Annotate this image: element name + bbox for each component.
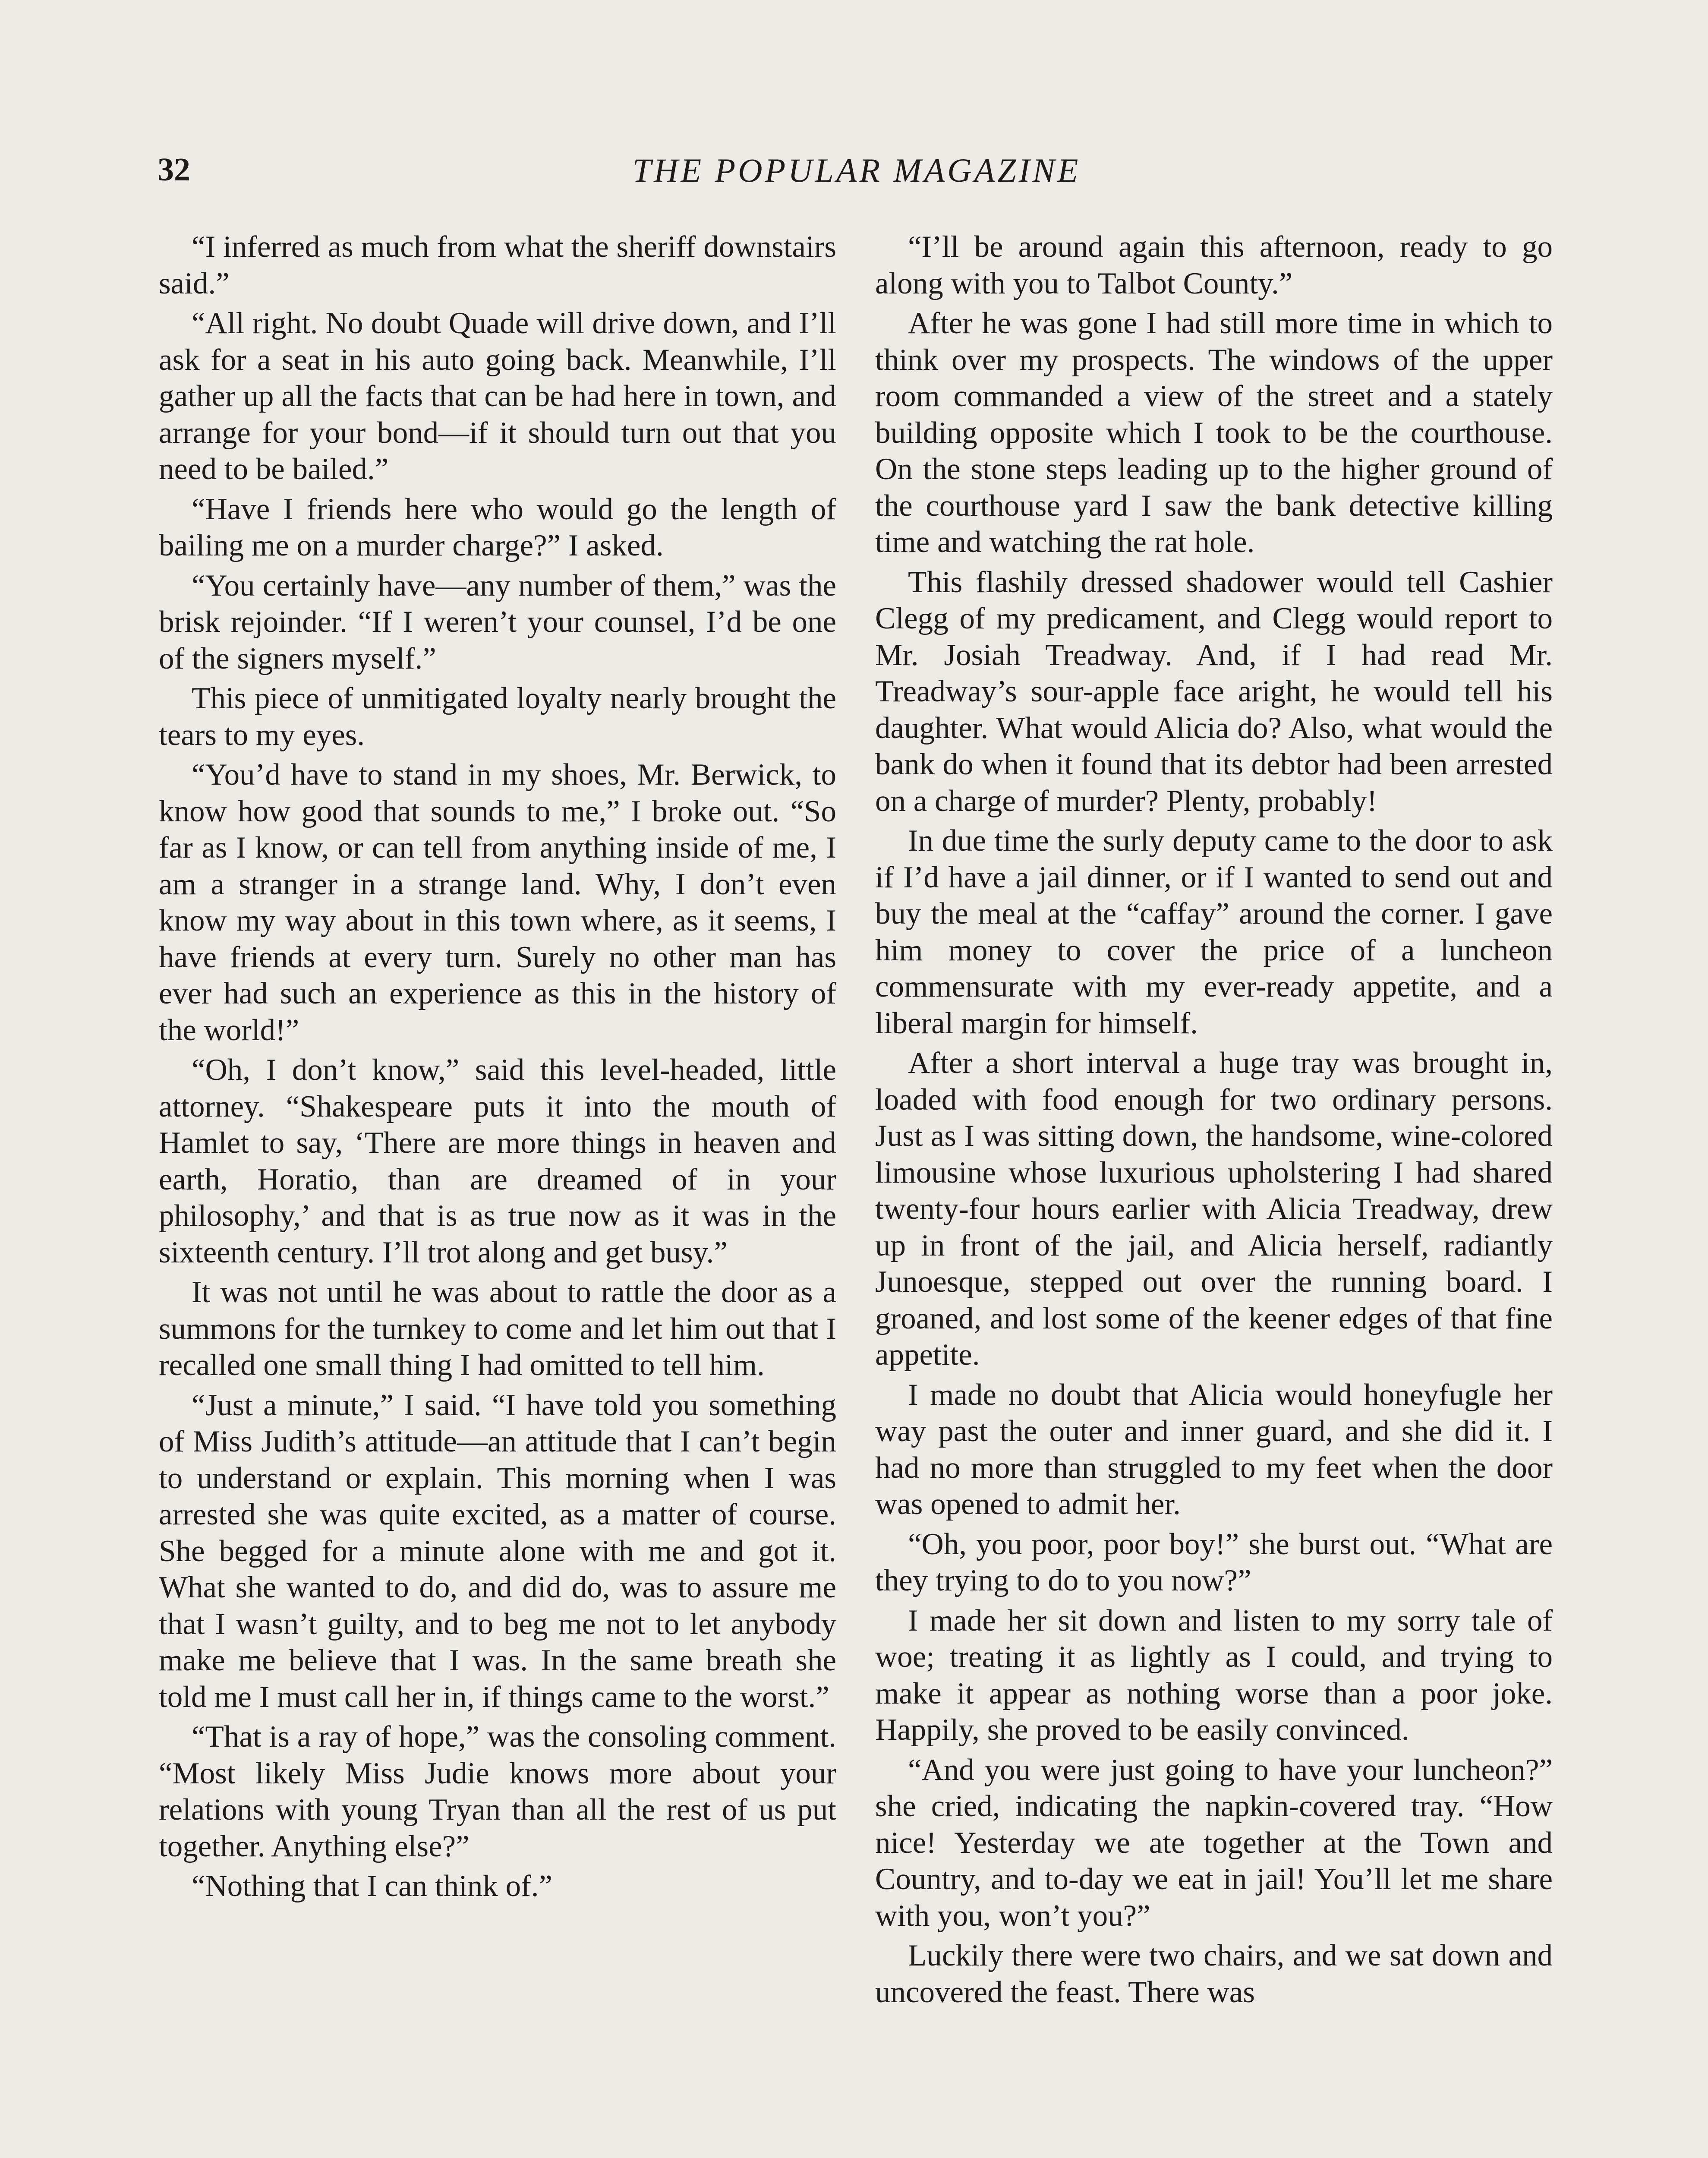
magazine-title: THE POPULAR MAGAZINE <box>632 151 1081 189</box>
paragraph: I made her sit down and listen to my sorry tale of woe; treating it as lightly as I could, and trying to make it appear as nothing worse than a poor joke. Happily, she proved to be easily convinced. <box>875 1603 1553 1747</box>
paragraph: It was not until he was about to rattle the door as a summons for the turnkey to come and let him out that I recalled one small thing I had omitted to tell him. <box>159 1275 836 1382</box>
left-column <box>159 229 836 1908</box>
paragraph: “I’ll be around again this afternoon, ready to go along with you to Talbot County.” <box>875 230 1553 300</box>
paragraph: This piece of unmitigated loyalty nearly brought the tears to my eyes. <box>159 681 836 752</box>
paragraph: “You certainly have—any number of them,” was the brisk rejoinder. “If I weren’t your counsel, I’d be one of the signers myself.” <box>159 568 836 675</box>
paragraph: “You’d have to stand in my shoes, Mr. Berwick, to know how good that sounds to me,” I broke out. “So far as I know, or can tell from anything inside of me, I am a stranger in a strange land. Why, I don’t even know my way about in this town where, as it seems, I have friends at every turn. Surely no other man has ever had such an experience as this in the history of the world!” <box>159 758 836 1047</box>
paragraph: “Oh, I don’t know,” said this level-headed, little attorney. “Shakespeare puts it into the mouth of Hamlet to say, ‘There are more things in heaven and earth, Horatio, than are dreamed of in your philosophy,’ and that is as true now as it was in the sixteenth century. I’ll trot along and get busy.” <box>159 1053 836 1269</box>
paragraph: “All right. No doubt Quade will drive down, and I’ll ask for a seat in his auto going back. Meanwhile, I’ll gather up all the facts that can be had here in town, and arrange for your bond—if it should turn out that you need to be bailed.” <box>159 306 836 486</box>
paragraph: Luckily there were two chairs, and we sat down and uncovered the feast. There was <box>875 1939 1553 2009</box>
page-header <box>158 151 1556 203</box>
page-number: 32 <box>158 151 190 188</box>
paragraph: “Just a minute,” I said. “I have told you something of Miss Judith’s attitude—an attitude that I can’t begin to understand or explain. This morning when I was arrested she was quite excited, as a matter of course. She begged for a minute alone with me and got it. What she wanted to do, and did do, was to assure me that I wasn’t guilty, and to beg me not to let anybody make me believe that I was. In the same breath she told me I must call her in, if things came to the worst.” <box>159 1388 836 1714</box>
paragraph: “Have I friends here who would go the length of bailing me on a murder charge?” I asked. <box>159 492 836 562</box>
paragraph: This flashily dressed shadower would tell Cashier Clegg of my predicament, and Clegg would report to Mr. Josiah Treadway. And, if I had read Mr. Treadway’s sour-apple face aright, he would tell his daughter. What would Alicia do? Also, what would the bank do when it found that its debtor had been arrested on a charge of murder? Plenty, probably! <box>875 565 1553 818</box>
paragraph: “That is a ray of hope,” was the consoling comment. “Most likely Miss Judie knows more about your relations with young Tryan than all the rest of us put together. Anything else?” <box>159 1720 836 1863</box>
paragraph: I made no doubt that Alicia would honeyfugle her way past the outer and inner guard, and she did it. I had no more than struggled to my feet when the door was opened to admit her. <box>875 1378 1553 1521</box>
paragraph: After he was gone I had still more time in which to think over my prospects. The windows of the upper room commanded a view of the street and a stately building opposite which I took to be the courthouse. On the stone steps leading up to the higher ground of the courthouse yard I saw the bank detective killing time and watching the rat hole. <box>875 306 1553 559</box>
paragraph: “Nothing that I can think of.” <box>192 1869 552 1903</box>
paragraph: “I inferred as much from what the sheriff downstairs said.” <box>159 230 836 300</box>
paragraph: “Oh, you poor, poor boy!” she burst out. “What are they trying to do to you now?” <box>875 1527 1553 1597</box>
right-column <box>875 229 1553 2014</box>
paragraph: In due time the surly deputy came to the door to ask if I’d have a jail dinner, or if I wanted to send out and buy the meal at the “caffay” around the corner. I gave him money to cover the price of a luncheon commensurate with my ever-ready appetite, and a liberal margin for himself. <box>875 824 1553 1040</box>
paragraph: “And you were just going to have your luncheon?” she cried, indicating the napkin-covered tray. “How nice! Yesterday we ate together at the Town and Country, and to-day we eat in jail! You’ll let me share with you, won’t you?” <box>875 1753 1553 1933</box>
paragraph: After a short interval a huge tray was brought in, loaded with food enough for two ordinary persons. Just as I was sitting down, the handsome, wine-colored limousine whose luxurious upholstering I had shared twenty-four hours earlier with Alicia Treadway, drew up in front of the jail, and Alicia herself, radiantly Junoesque, stepped out over the running board. I groaned, and lost some of the keener edges of that fine appetite. <box>875 1046 1553 1372</box>
